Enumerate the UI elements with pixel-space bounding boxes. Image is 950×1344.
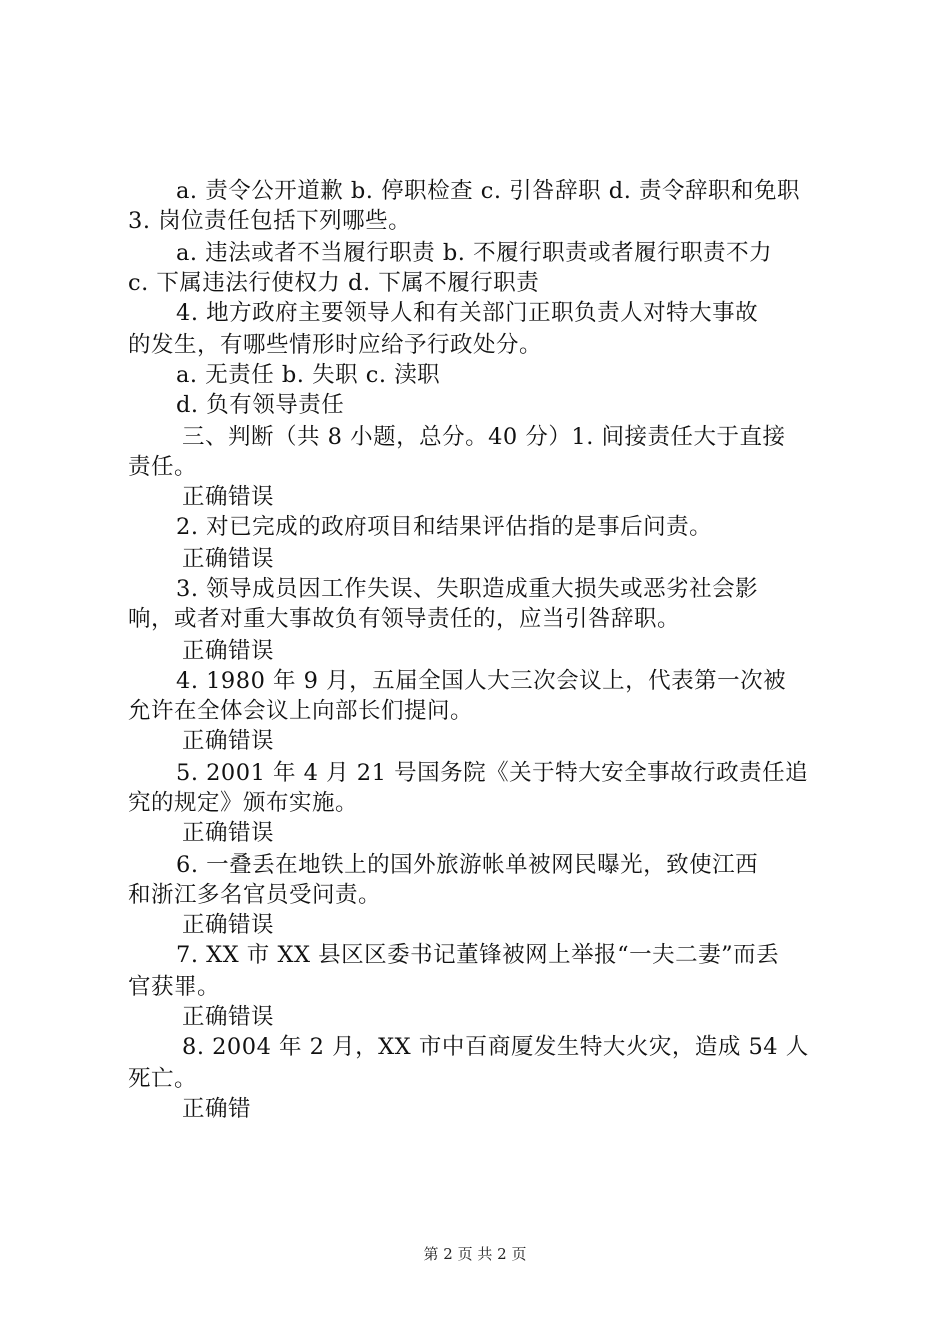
- answer-choice: 正确错误: [182, 638, 275, 664]
- question-line: 2. 对已完成的政府项目和结果评估指的是事后问责。: [176, 514, 713, 540]
- answer-choice: 正确错误: [182, 546, 275, 572]
- question-line: 和浙江多名官员受问责。: [128, 882, 382, 908]
- option-line: a. 违法或者不当履行职责 b. 不履行职责或者履行职责不力: [176, 240, 773, 266]
- question-line: 7. XX 市 XX 县区区委书记董锋被网上举报“一夫二妻”而丢: [176, 942, 780, 968]
- section-heading: 三、判断（共 8 小题，总分。40 分）1. 间接责任大于直接: [182, 424, 786, 450]
- question-line: 3. 岗位责任包括下列哪些。: [128, 208, 412, 234]
- question-line: 4. 1980 年 9 月，五届全国人大三次会议上，代表第一次被: [176, 668, 787, 694]
- question-line: 响，或者对重大事故负有领导责任的，应当引咎辞职。: [128, 606, 681, 632]
- question-line: 究的规定》颁布实施。: [128, 790, 359, 816]
- option-line: d. 负有领导责任: [176, 392, 345, 418]
- page-number-footer: 第 2 页 共 2 页: [423, 1245, 527, 1263]
- option-line: c. 下属违法行使权力 d. 下属不履行职责: [128, 270, 540, 296]
- question-line: 死亡。: [128, 1066, 198, 1092]
- answer-choice: 正确错误: [182, 1004, 275, 1030]
- question-line: 5. 2001 年 4 月 21 号国务院《关于特大安全事故行政责任追: [176, 760, 809, 786]
- answer-choice: 正确错误: [182, 728, 275, 754]
- answer-choice: 正确错误: [182, 484, 275, 510]
- option-line: a. 无责任 b. 失职 c. 渎职: [176, 362, 441, 388]
- answer-choice: 正确错: [182, 1096, 252, 1122]
- question-line: 3. 领导成员因工作失误、失职造成重大损失或恶劣社会影: [176, 576, 759, 602]
- question-line: 6. 一叠丢在地铁上的国外旅游帐单被网民曝光，致使江西: [176, 852, 759, 878]
- question-line: 4. 地方政府主要领导人和有关部门正职负责人对特大事故: [176, 300, 759, 326]
- question-line: 责任。: [128, 454, 198, 480]
- question-line: 8. 2004 年 2 月，XX 市中百商厦发生特大火灾，造成 54 人: [182, 1034, 809, 1060]
- answer-choice: 正确错误: [182, 912, 275, 938]
- answer-choice: 正确错误: [182, 820, 275, 846]
- option-line: a. 责令公开道歉 b. 停职检查 c. 引咎辞职 d. 责令辞职和免职: [176, 178, 800, 204]
- question-line: 的发生，有哪些情形时应给予行政处分。: [128, 332, 543, 358]
- question-line: 允许在全体会议上向部长们提问。: [128, 698, 474, 724]
- question-line: 官获罪。: [128, 974, 221, 1000]
